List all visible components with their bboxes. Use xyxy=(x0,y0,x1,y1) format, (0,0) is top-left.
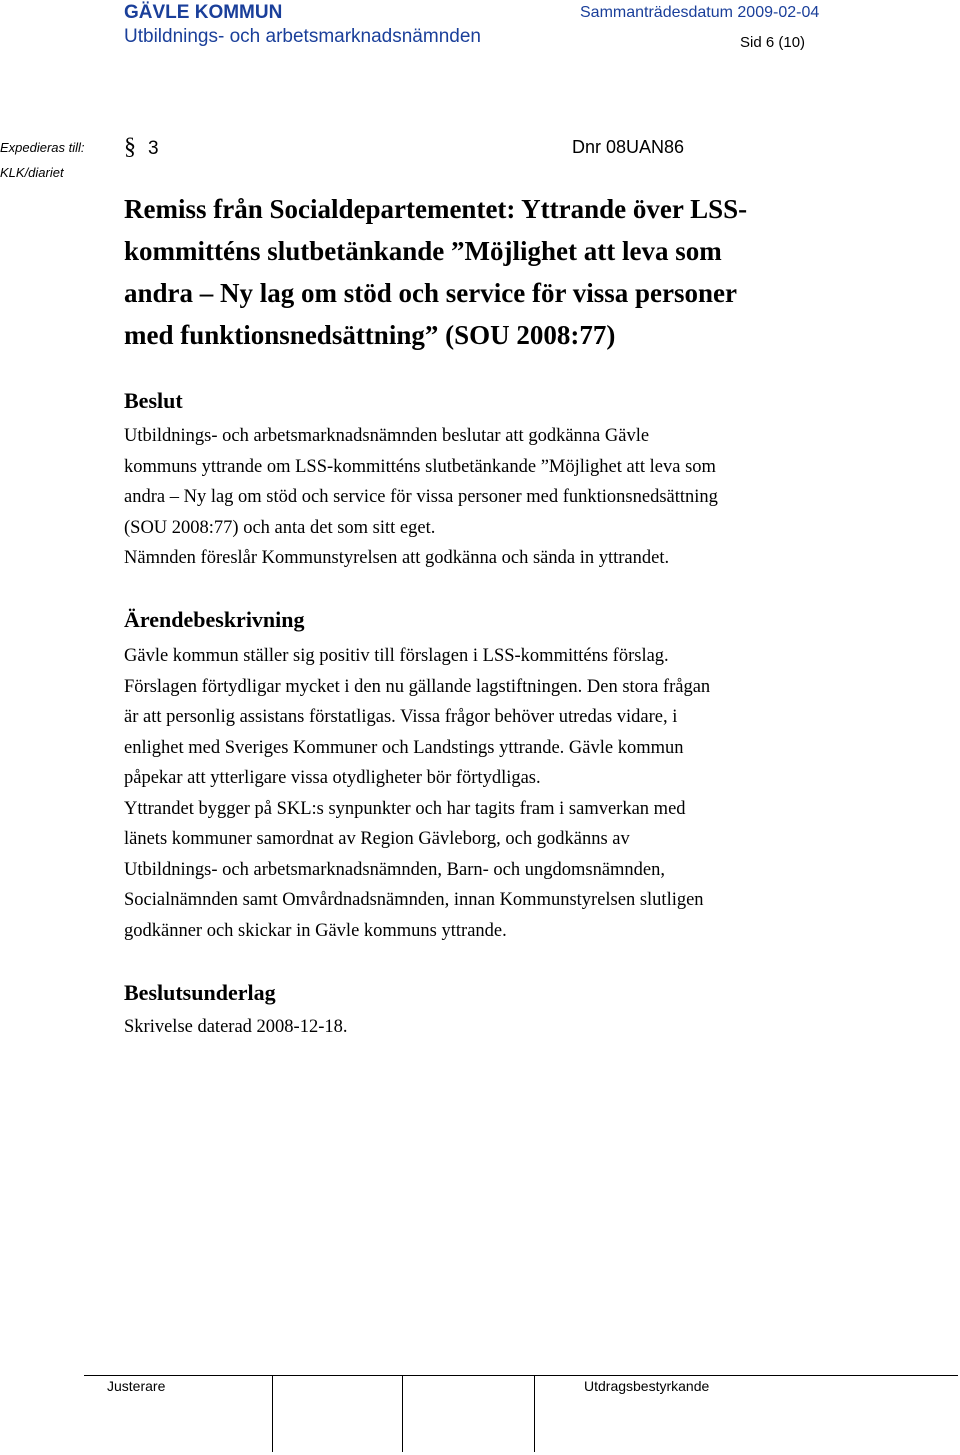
decision-heading: Beslut xyxy=(124,388,183,413)
description-line: påpekar att ytterligare vissa otydligheter bör förtydligas. xyxy=(124,768,541,788)
section-marker xyxy=(124,134,159,161)
document-title xyxy=(124,188,824,356)
footer-adjuster-label: Justerare xyxy=(107,1378,166,1394)
page-number: Sid 6 (10) xyxy=(740,34,806,51)
footer-extract-certification-label: Utdragsbestyrkande xyxy=(584,1378,710,1394)
section-symbol: § xyxy=(124,134,136,160)
basis-line: Skrivelse daterad 2008-12-18. xyxy=(124,1017,348,1037)
committee-name: Utbildnings- och arbetsmarknadsnämnden xyxy=(124,26,481,47)
title-line: med funktionsnedsättning” (SOU 2008:77) xyxy=(124,320,616,350)
organization-name: GÄVLE KOMMUN xyxy=(124,2,283,23)
title-line: Remiss från Socialdepartementet: Yttrande över LSS- xyxy=(124,194,748,224)
description-line: Förslagen förtydligar mycket i den nu gällande lagstiftningen. Den stora frågan xyxy=(124,676,711,697)
description-line: Utbildnings- och arbetsmarknadsnämnden, Barn- och ungdomsnämnden, xyxy=(124,859,666,880)
decision-line: (SOU 2008:77) och anta det som sitt eget. xyxy=(124,517,436,538)
description-line: länets kommuner samordnat av Region Gävleborg, och godkänns av xyxy=(124,829,630,849)
footer-divider xyxy=(272,1376,273,1452)
dispatch-value: KLK/diariet xyxy=(0,165,64,180)
decision-line: kommuns yttrande om LSS-kommitténs slutbetänkande ”Möjlighet att leva som xyxy=(124,456,716,477)
footer-rule xyxy=(84,1375,958,1376)
section-number: 3 xyxy=(148,138,159,159)
description-line: godkänner och skickar in Gävle kommuns yttrande. xyxy=(124,920,507,941)
basis-heading: Beslutsunderlag xyxy=(124,980,276,1005)
diary-number: Dnr 08UAN86 xyxy=(572,137,685,157)
title-line: andra – Ny lag om stöd och service för vissa personer xyxy=(124,278,737,308)
session-date: Sammanträdesdatum 2009-02-04 xyxy=(580,4,820,21)
description-line: Yttrandet bygger på SKL:s synpunkter och har tagits fram i samverkan med xyxy=(124,798,686,819)
footer-divider xyxy=(534,1376,535,1452)
footer-divider xyxy=(402,1376,403,1452)
decision-line: Utbildnings- och arbetsmarknadsnämnden beslutar att godkänna Gävle xyxy=(124,426,650,446)
description-line: är att personlig assistans förstatligas. Vissa frågor behöver utredas vidare, i xyxy=(124,707,678,727)
decision-text xyxy=(124,421,824,574)
dispatch-label: Expedieras till: xyxy=(0,140,85,155)
description-heading: Ärendebeskrivning xyxy=(124,607,305,632)
decision-line: Nämnden föreslår Kommunstyrelsen att godkänna och sända in yttrandet. xyxy=(124,548,670,568)
description-text xyxy=(124,641,824,946)
description-line: Gävle kommun ställer sig positiv till förslagen i LSS-kommitténs förslag. xyxy=(124,646,669,666)
description-line: enlighet med Sveriges Kommuner och Landstings yttrande. Gävle kommun xyxy=(124,737,684,758)
description-line: Socialnämnden samt Omvårdnadsnämnden, innan Kommunstyrelsen slutligen xyxy=(124,890,704,910)
decision-line: andra – Ny lag om stöd och service för vissa personer med funktionsnedsättning xyxy=(124,487,718,507)
basis-text xyxy=(124,1012,824,1043)
title-line: kommitténs slutbetänkande ”Möjlighet att leva som xyxy=(124,236,722,266)
